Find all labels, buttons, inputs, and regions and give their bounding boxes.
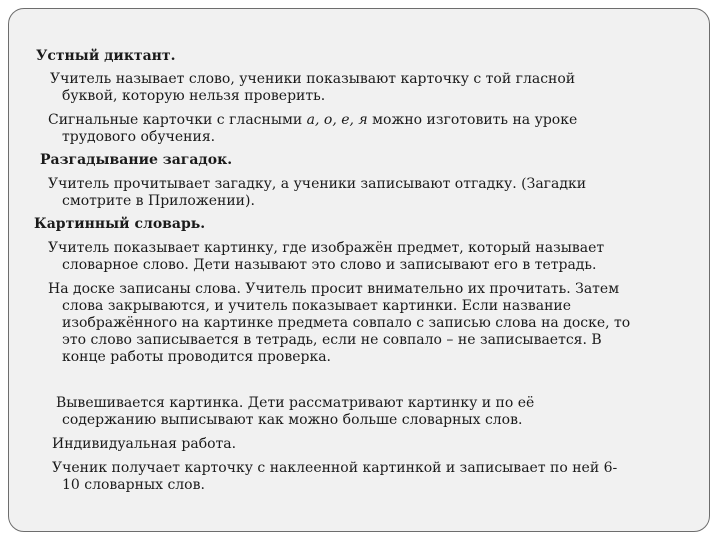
paragraph-line-individual-work: Индивидуальная работа. <box>52 436 237 452</box>
paragraph-line: это слово записывается в тетрадь, если не совпало – не записывается. В <box>62 332 602 348</box>
paragraph-line: смотрите в Приложении). <box>62 193 255 209</box>
paragraph-line: слова закрываются, и учитель показывает картинки. Если название <box>62 298 572 314</box>
paragraph-line: содержанию выписывают как можно больше словарных слов. <box>62 412 523 428</box>
paragraph-line: трудового обучения. <box>62 129 216 145</box>
paragraph-line: изображённого на картинке предмета совпало с записью слова на доске, то <box>62 315 631 331</box>
heading-picture-dictionary: Картинный словарь. <box>34 216 206 232</box>
paragraph-line-signal-cards <box>48 112 577 129</box>
paragraph-line: 10 словарных слов. <box>62 477 205 493</box>
vowel-letters: а, о, е, я <box>306 112 368 128</box>
paragraph-line: Учитель прочитывает загадку, а ученики записывают отгадку. (Загадки <box>48 176 587 192</box>
paragraph-line: Учитель показывает картинку, где изображён предмет, который называет <box>48 240 605 256</box>
paragraph-line: На доске записаны слова. Учитель просит внимательно их прочитать. Затем <box>48 281 620 297</box>
paragraph-line: Учитель называет слово, ученики показывают карточку с той гласной <box>50 71 576 87</box>
signal-cards-suffix: можно изготовить на уроке <box>367 112 578 128</box>
heading-riddles: Разгадывание загадок. <box>40 152 233 168</box>
paragraph-line: Вывешивается картинка. Дети рассматривают картинку и по её <box>56 395 535 411</box>
paragraph-line: буквой, которую нельзя проверить. <box>62 88 326 104</box>
signal-cards-prefix: Сигнальные карточки с гласными <box>48 112 307 128</box>
paragraph-line: конце работы проводится проверка. <box>62 349 332 365</box>
paragraph-line: словарное слово. Дети называют это слово и записывают его в тетрадь. <box>62 257 597 273</box>
heading-oral-dictation: Устный диктант. <box>36 48 176 64</box>
paragraph-line: Ученик получает карточку с наклеенной картинкой и записывает по ней 6- <box>52 460 618 476</box>
